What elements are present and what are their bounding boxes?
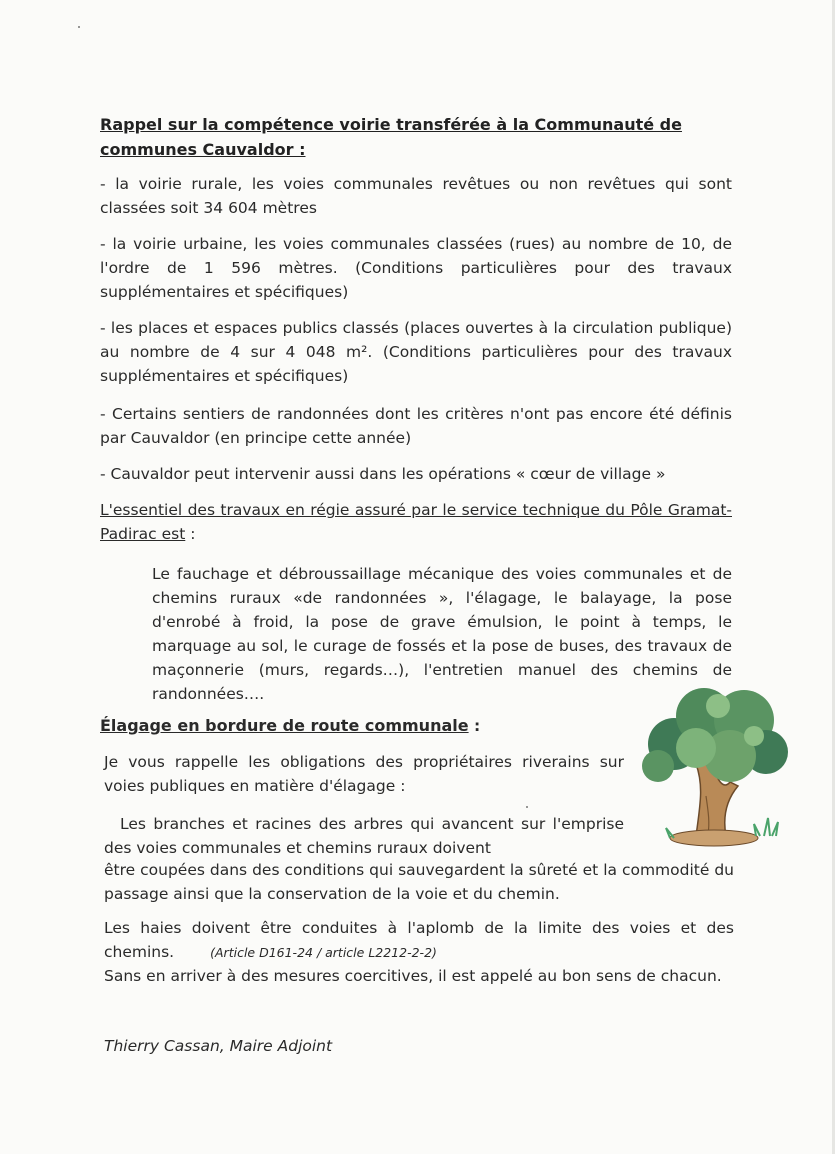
tree-illustration [634, 686, 792, 850]
scan-speck [526, 806, 528, 808]
list-item-places: - les places et espaces publics classés (places ouvertes à la circulation publique) au nombre de 4 sur 4 048 m². (Conditions particulières pour des travaux supplémentaires et spécifiques) [100, 319, 732, 385]
regie-body: Le fauchage et débroussaillage mécanique des voies communales et de chemins ruraux «de randonnées », l'élagage, le balayage, la pose d'enrobé à froid, la pose de grave émulsion, le point à temps, le marquage au sol, le curage de fossés et la pose de buses, des travaux de maçonnerie (murs, regards…), l'entretien manuel des chemins de randonnées…. [152, 565, 732, 703]
regie-colon: : [185, 525, 196, 543]
haies-paragraph [104, 916, 734, 965]
regie-heading-block [100, 498, 732, 546]
elagage-colon: : [468, 717, 481, 735]
regie-heading: L'essentiel des travaux en régie assuré par le service technique du Pôle Gramat-Padirac est [100, 501, 732, 543]
list-item-rural: - la voirie rurale, les voies communales revêtues ou non revêtues qui sont classées soit 34 604 mètres [100, 175, 732, 217]
elagage-text-2: être coupées dans des conditions qui sauvegardent la sûreté et la commodité du passage ainsi que la conservation de la voie et du chemin. [104, 861, 734, 903]
haies-text: Les haies doivent être conduites à l'aplomb de la limite des voies et des chemins. [104, 919, 734, 961]
list-item-sentiers: - Certains sentiers de randonnées dont les critères n'ont pas encore été définis par Cauvaldor (en principe cette année) [100, 405, 732, 447]
elagage-heading: Élagage en bordure de route communale [100, 716, 469, 735]
article-citation: (Article D161-24 / article L2212-2-2) [210, 945, 437, 960]
closing-text: Sans en arriver à des mesures coercitives, il est appelé au bon sens de chacun. [104, 967, 722, 985]
signature: Thierry Cassan, Maire Adjoint [104, 1037, 333, 1055]
elagage-heading-block [100, 714, 620, 738]
page-title: Rappel sur la compétence voirie transférée à la Communauté de communes Cauvaldor : [100, 115, 682, 159]
elagage-text-1: Les branches et racines des arbres qui avancent sur l'emprise des voies communales et chemins ruraux doivent [104, 815, 624, 857]
list-item-coeur-village: - Cauvaldor peut intervenir aussi dans les opérations « cœur de village » [100, 465, 666, 483]
list-item-urbaine: - la voirie urbaine, les voies communales classées (rues) au nombre de 10, de l'ordre de 1 596 mètres. (Conditions particulières pour des travaux supplémentaires et spécifiques) [100, 235, 732, 301]
elagage-intro: Je vous rappelle les obligations des propriétaires riverains sur voies publiques en matière d'élagage : [104, 753, 624, 795]
scan-speck [78, 26, 80, 28]
